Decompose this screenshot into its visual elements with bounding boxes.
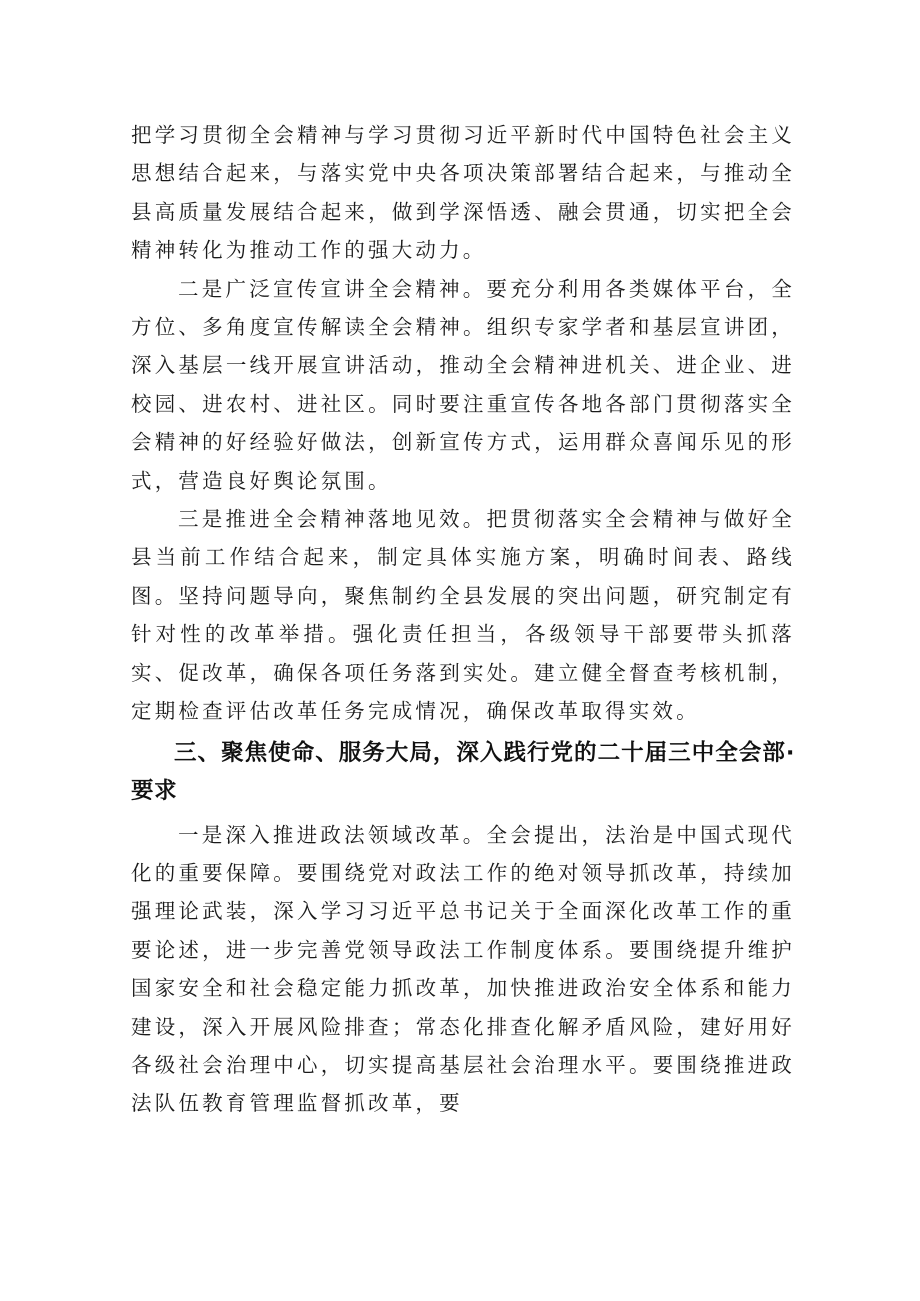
section-heading: 三、聚焦使命、服务大局，深入践行党的二十届三中全会部·要求 bbox=[131, 739, 795, 804]
paragraph-propagation: 二是广泛宣传宣讲全会精神。要充分利用各类媒体平台，全方位、多角度宣传解读全会精神。组织专家学者和基层宣讲团，深入基层一线开展宣讲活动，推动全会精神进机关、进企业、进校园、进农村、进社区。同时要注重宣传各地各部门贯彻落实全会精神的好经验好做法，创新宣传方式，运用群众喜闻乐见的形式，营造良好舆论氛围。 bbox=[131, 276, 795, 493]
paragraph-continuation: 把学习贯彻全会精神与学习贯彻习近平新时代中国特色社会主义思想结合起来，与落实党中央各项决策部署结合起来，与推动全县高质量发展结合起来，做到学深悟透、融会贯通，切实把全会精神转化为推动工作的强大动力。 bbox=[131, 123, 795, 263]
document-body bbox=[131, 116, 795, 1123]
paragraph-implementation: 三是推进全会精神落地见效。把贯彻落实全会精神与做好全县当前工作结合起来，制定具体实施方案，明确时间表、路线图。坚持问题导向，聚焦制约全县发展的突出问题，研究制定有针对性的改革举措。强化责任担当，各级领导干部要带头抓落实、促改革，确保各项任务落到实处。建立健全督查考核机制，定期检查评估改革任务完成情况，确保改革取得实效。 bbox=[131, 507, 795, 724]
paragraph-legal-reform: 一是深入推进政法领域改革。全会提出，法治是中国式现代化的重要保障。要围绕党对政法工作的绝对领导抓改革，持续加强理论武装，深入学习习近平总书记关于全面深化改革工作的重要论述，进一步完善党领导政法工作制度体系。要围绕提升维护国家安全和社会稳定能力抓改革，加快推进政治安全体系和能力建设，深入开展风险排查；常态化排查化解矛盾风险，建好用好各级社会治理中心，切实提高基层社会治理水平。要围绕推进政法队伍教育管理监督抓改革，要 bbox=[131, 822, 795, 1116]
